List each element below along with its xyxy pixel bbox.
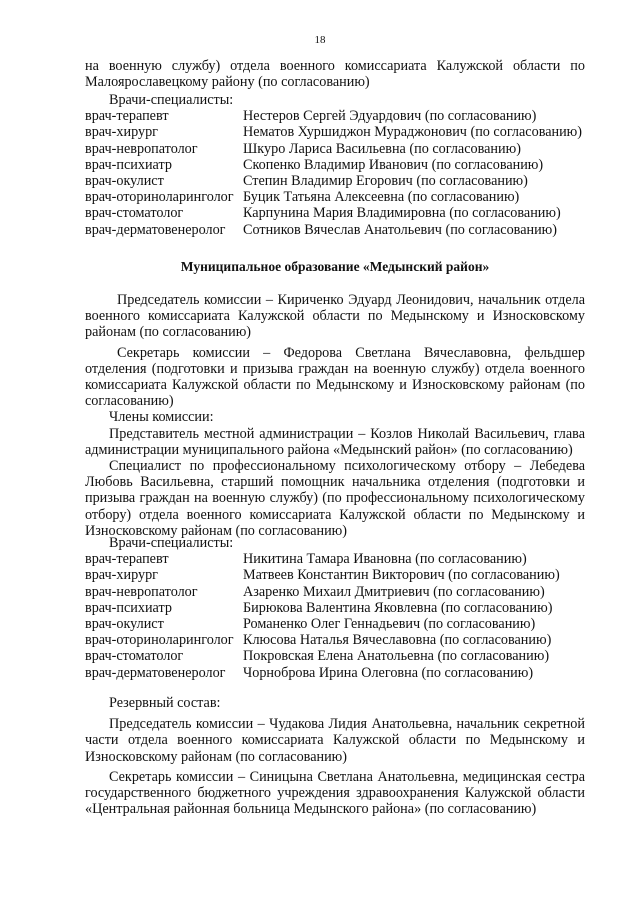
specialist-row — [85, 108, 585, 124]
specialist-row — [85, 600, 585, 616]
specialist-role: врач-психиатр — [85, 599, 172, 616]
specialist-name: Бирюкова Валентина Яковлевна (по согласованию) — [243, 599, 553, 616]
specialist-role: врач-стоматолог — [85, 648, 184, 665]
specialist-name: Степин Владимир Егорович (по согласованию) — [243, 173, 528, 190]
specialist-row — [85, 222, 585, 238]
specialists-header-1: Врачи-специалисты: — [109, 92, 234, 108]
specialist-row — [85, 205, 585, 221]
section-title: Муниципальное образование «Медынский район» — [180, 259, 490, 274]
specialist-name: Шкуро Лариса Васильевна (по согласованию) — [243, 140, 521, 157]
intro-paragraph: на военную службу) отдела военного комиссариата Калужской области по Малоярославецкому району (по согласованию) — [85, 58, 585, 91]
specialist-role: врач-хирург — [85, 124, 158, 141]
specialist-name: Чорноброва Ирина Олеговна (по согласованию) — [243, 664, 534, 681]
specialist-role: врач-невропатолог — [85, 583, 198, 600]
specialist-row — [85, 665, 585, 681]
member-psych-paragraph: Специалист по профессиональному психологическому отбору – Лебедева Любовь Васильевна, старший помощник начальника отделения (подготовки и призыва граждан на военную службу) (по профессиональному психологическому отбору) отдела военного комиссариата Калужской области по Медынскому и Износковскому районам (по согласованию) — [85, 458, 585, 539]
specialist-row — [85, 173, 585, 189]
specialist-name: Романенко Олег Геннадьевич (по согласованию) — [243, 616, 536, 633]
specialist-row — [85, 124, 585, 140]
specialist-row — [85, 567, 585, 583]
section-title-block — [85, 259, 585, 275]
reserve-secretary-paragraph: Секретарь комиссии – Синицына Светлана Анатольевна, медицинская сестра государственного бюджетного учреждения здравоохранения Калужской области «Центральная районная больница Медынского района» (по согласованию) — [85, 768, 585, 818]
specialist-row — [85, 551, 585, 567]
specialist-row — [85, 616, 585, 632]
specialist-role: врач-терапевт — [85, 108, 169, 125]
specialist-row — [85, 189, 585, 205]
specialist-row — [85, 584, 585, 600]
reserve-header: Резервный состав: — [109, 695, 221, 711]
specialist-name: Скопенко Владимир Иванович (по согласованию) — [243, 156, 544, 173]
specialist-role: врач-стоматолог — [85, 205, 184, 222]
specialists-list-2 — [85, 535, 585, 681]
members-header: Члены комиссии: — [109, 409, 214, 426]
secretary-paragraph: Секретарь комиссии – Федорова Светлана Вячеславовна, фельдшер отделения (подготовки и призыва граждан на военную службу) отдела военного комиссариата Калужской области по Медынскому и Износковскому районам (по согласованию) — [85, 344, 585, 410]
chairman-paragraph: Председатель комиссии – Кириченко Эдуард Леонидович, начальник отдела военного комиссариата Калужской области по Медынскому и Износковскому районам (по согласованию) — [85, 292, 585, 341]
member-admin-paragraph: Представитель местной администрации – Козлов Николай Васильевич, глава администрации муниципального района «Медынский район» (по согласованию) — [85, 425, 585, 458]
specialist-name: Нестеров Сергей Эдуардович (по согласованию) — [243, 108, 537, 125]
specialist-name: Буцик Татьяна Алексеевна (по согласованию) — [243, 189, 520, 206]
specialist-row — [85, 141, 585, 157]
specialist-role: врач-оториноларинголог — [85, 632, 234, 649]
intro-block — [85, 58, 585, 90]
specialist-name: Клюсова Наталья Вячеславовна (по согласованию) — [243, 632, 552, 649]
specialist-role: врач-окулист — [85, 616, 164, 633]
page-number: 18 — [314, 34, 326, 46]
specialist-name: Никитина Тамара Ивановна (по согласованию) — [243, 551, 527, 568]
specialist-role: врач-невропатолог — [85, 140, 198, 157]
specialist-row — [85, 157, 585, 173]
specialist-name: Сотников Вячеслав Анатольевич (по согласованию) — [243, 221, 558, 238]
specialist-name: Карпунина Мария Владимировна (по согласованию) — [243, 205, 561, 222]
specialist-role: врач-дерматовенеролог — [85, 664, 226, 681]
specialist-role: врач-дерматовенеролог — [85, 221, 226, 238]
specialist-role: врач-терапевт — [85, 551, 169, 568]
main-commission — [85, 292, 585, 539]
specialists-list-1 — [85, 92, 585, 238]
specialist-role: врач-окулист — [85, 173, 164, 190]
specialist-role: врач-психиатр — [85, 156, 172, 173]
specialists-header-2: Врачи-специалисты: — [109, 535, 234, 551]
reserve-commission — [85, 695, 585, 817]
specialist-name: Покровская Елена Анатольевна (по согласованию) — [243, 648, 550, 665]
reserve-chairman-paragraph: Председатель комиссии – Чудакова Лидия Анатольевна, начальник секретной части отдела военного комиссариата Калужской области по Медынскому и Износковскому районам (по согласованию) — [85, 716, 585, 765]
specialist-row — [85, 632, 585, 648]
specialist-role: врач-хирург — [85, 567, 158, 584]
specialist-name: Азаренко Михаил Дмитриевич (по согласованию) — [243, 583, 545, 600]
specialist-role: врач-оториноларинголог — [85, 189, 234, 206]
specialist-name: Нематов Хуршиджон Мураджонович (по согласованию) — [243, 124, 583, 141]
specialist-name: Матвеев Константин Викторович (по согласованию) — [243, 567, 560, 584]
specialist-row — [85, 648, 585, 664]
